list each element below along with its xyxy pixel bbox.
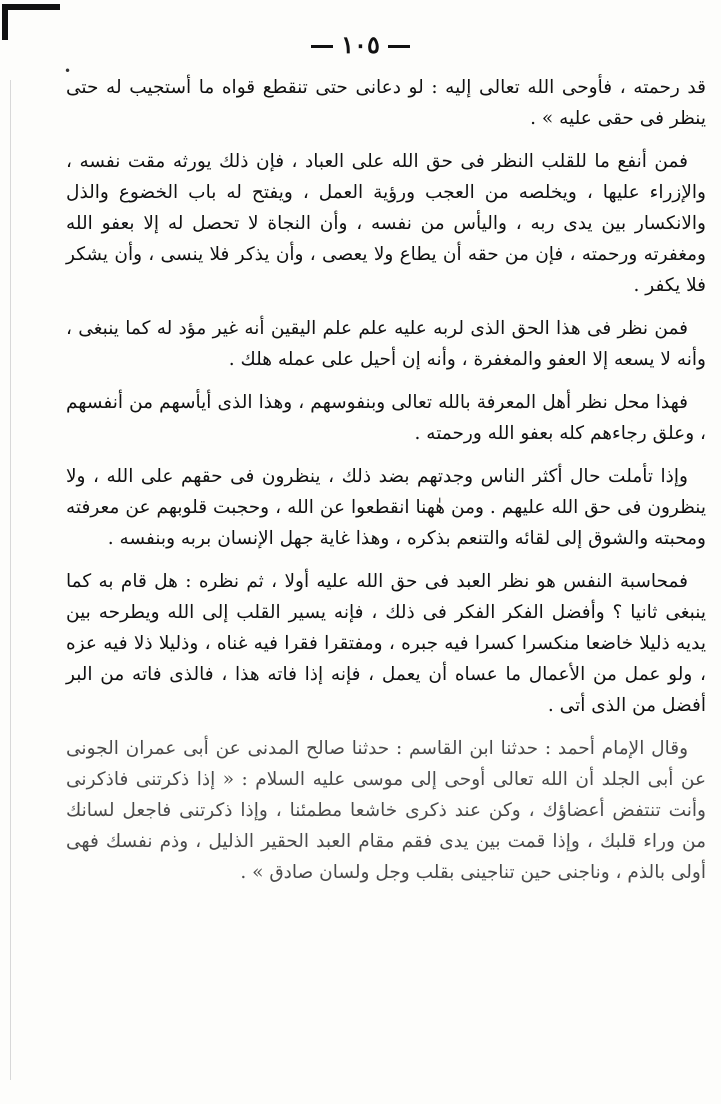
paragraph-2: فمن أنفع ما للقلب النظر فى حق الله على العباد ، فإن ذلك يورثه مقت نفسه ، والإزراء عليها ، ويخلصه من العجب ورؤية العمل ، ويفتح له باب الخضوع والذل والانكسار بين يدى ربه ، واليأس من نفسه ، وأن النجاة لا تحصل له إلا بعفو الله ومغفرته ورحمته ، فإن من حقه أن يطاع ولا يعصى ، وأن يذكر فلا ينسى ، وأن يشكر فلا يكفر . (66, 151, 706, 296)
paragraph-5: وإذا تأملت حال أكثر الناس وجدتهم بضد ذلك ، ينظرون فى حقهم على الله ، ولا ينظرون فى حق الله عليهم . ومن هٰهنا انقطعوا عن الله ، وحجبت قلوبهم عن معرفته ومحبته والشوق إلى لقائه والتنعم بذكره ، وهذا غاية جهل الإنسان بربه وبنفسه . (66, 466, 706, 549)
arabic-body-text (66, 72, 706, 900)
paragraph-1: قد رحمته ، فأوحى الله تعالى إليه : لو دعانى حتى تنقطع قواه ما أستجيب له حتى ينظر فى حقى عليه » . (66, 77, 706, 129)
margin-mark: • (64, 64, 72, 78)
paragraph-7: وقال الإمام أحمد : حدثنا ابن القاسم : حدثنا صالح المدنى عن أبى عمران الجونى عن أبى الجلد أن الله تعالى أوحى إلى موسى عليه السلام : « إذا ذكرتنى فاذكرنى وأنت تنتفض أعضاؤك ، وكن عند ذكرى خاشعا مطمئنا ، وإذا ذكرتنى فاجعل لسانك من وراء قلبك ، وإذا قمت بين يدى فقم مقام العبد الحقير الذليل ، وذم نفسك فهى أولى بالذم ، وناجنى حين تناجينى بقلب وجل ولسان صادق » . (66, 738, 706, 883)
header-dash-left (311, 45, 333, 48)
header-dash-right (388, 45, 410, 48)
paragraph-6: فمحاسبة النفس هو نظر العبد فى حق الله عليه أولا ، ثم نظره : هل قام به كما ينبغى ثانيا ؟ وأفضل الفكر الفكر فى ذلك ، فإنه يسير القلب إلى الله ويطرحه بين يديه ذليلا خاضعا منكسرا كسرا فيه جبره ، ومفتقرا فقرا فيه غناه ، وذليلا ذلا فيه عزه ، ولو عمل من الأعمال ما عساه أن يعمل ، فإنه إذا فاته هذا ، فالذى فاته من البر أفضل من الذى أتى . (66, 571, 706, 716)
page-number-header (0, 30, 721, 59)
page-number: ١٠٥ (341, 30, 380, 59)
paragraph-4: فهذا محل نظر أهل المعرفة بالله تعالى وبنفوسهم ، وهذا الذى أيأسهم من أنفسهم ، وعلق رجاءهم كله بعفو الله ورحمته . (66, 392, 706, 444)
scan-edge-line (10, 80, 11, 1080)
paragraph-3: فمن نظر فى هذا الحق الذى لربه عليه علم علم اليقين أنه غير مؤد له كما ينبغى ، وأنه لا يسعه إلا العفو والمغفرة ، وأنه إن أحيل على عمله هلك . (66, 318, 706, 370)
